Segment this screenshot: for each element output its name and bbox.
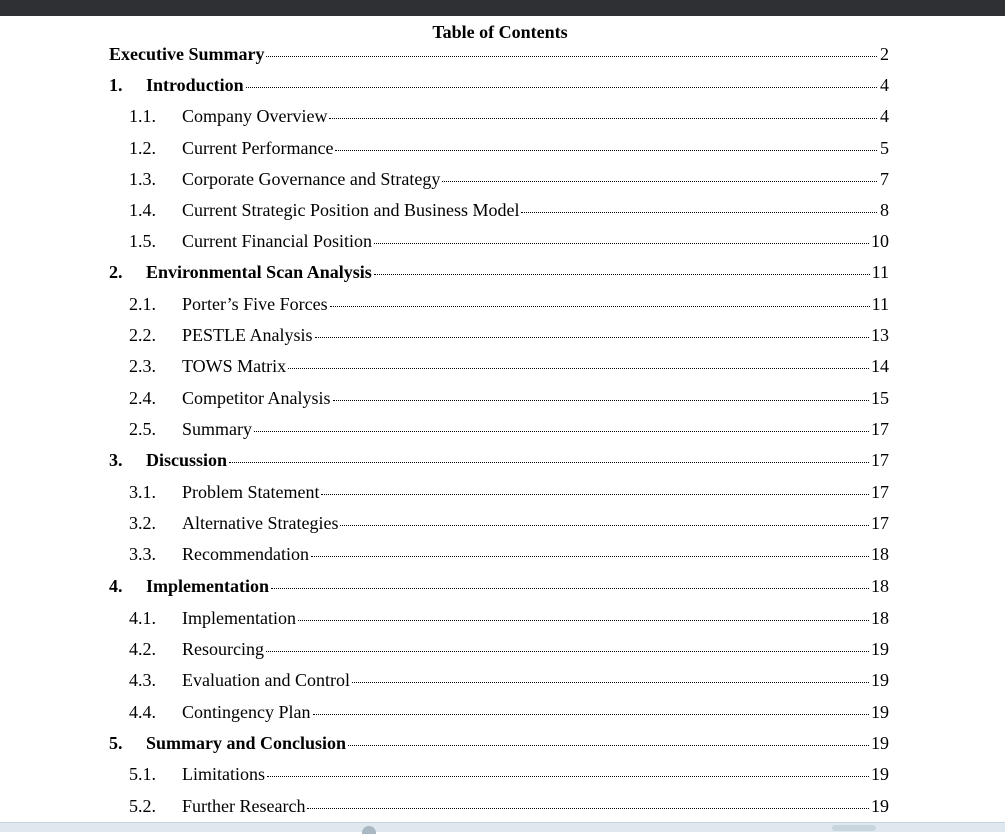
toc-entry-number: 4. bbox=[109, 576, 123, 596]
toolbar-control[interactable] bbox=[362, 826, 376, 834]
toc-leader bbox=[313, 713, 870, 715]
toc-leader bbox=[266, 55, 877, 57]
toc-entry-label: Corporate Governance and Strategy bbox=[182, 169, 441, 189]
toc-entry[interactable] bbox=[109, 43, 889, 65]
toc-leader bbox=[321, 493, 869, 495]
toc-entry-page: 17 bbox=[871, 450, 889, 470]
toc-entry-page: 17 bbox=[871, 482, 889, 502]
toc-entry-number: 1.3. bbox=[129, 169, 156, 189]
toc-entry-number: 1.1. bbox=[129, 106, 156, 126]
toc-entry-page: 4 bbox=[880, 75, 889, 95]
toc-entry[interactable] bbox=[129, 763, 889, 785]
toc-leader bbox=[254, 430, 869, 432]
toc-entry[interactable] bbox=[109, 575, 889, 597]
toc-entry-number: 2.2. bbox=[129, 325, 156, 345]
toc-entry-number: 4.3. bbox=[129, 670, 156, 690]
toc-entry-page: 11 bbox=[871, 294, 889, 314]
toc-entry-page: 19 bbox=[871, 670, 889, 690]
toc-entry[interactable] bbox=[129, 168, 889, 190]
toc-leader bbox=[333, 399, 870, 401]
toc-entry-number: 1.5. bbox=[129, 231, 156, 251]
toc-entry-page: 19 bbox=[871, 733, 889, 753]
toc-leader bbox=[442, 180, 877, 182]
toc-entry[interactable] bbox=[129, 293, 889, 315]
toc-entry-label: PESTLE Analysis bbox=[182, 325, 313, 345]
toc-entry-number: 3.3. bbox=[129, 544, 156, 564]
toc-entry-label: Company Overview bbox=[182, 106, 328, 126]
toolbar-control[interactable] bbox=[832, 825, 876, 831]
toc-entry-label: Limitations bbox=[182, 764, 265, 784]
toc-entry[interactable] bbox=[129, 543, 889, 565]
toc-entry-label: Discussion bbox=[146, 450, 228, 470]
toc-entry-number: 2. bbox=[109, 262, 123, 282]
toc-entry-number: 4.4. bbox=[129, 702, 156, 722]
toc-entry-number: 2.4. bbox=[129, 388, 156, 408]
toc-entry-page: 10 bbox=[871, 231, 889, 251]
toc-entry-label: Implementation bbox=[182, 608, 296, 628]
toc-entry[interactable] bbox=[129, 105, 889, 127]
toc-entry[interactable] bbox=[129, 481, 889, 503]
toc-leader bbox=[307, 807, 869, 809]
toc-leader bbox=[266, 650, 869, 652]
toc-entry-number: 2.3. bbox=[129, 356, 156, 376]
toc-leader bbox=[335, 149, 877, 151]
toc-entry-number: 5.2. bbox=[129, 796, 156, 816]
toc-entry[interactable] bbox=[129, 638, 889, 660]
toc-entry-number: 3.2. bbox=[129, 513, 156, 533]
toc-leader bbox=[348, 744, 869, 746]
toc-leader bbox=[271, 587, 869, 589]
toc-entry-number: 3.1. bbox=[129, 482, 156, 502]
toc-entry-label: Current Performance bbox=[182, 138, 334, 158]
toc-leader bbox=[229, 461, 869, 463]
toc-entry-label: Further Research bbox=[182, 796, 306, 816]
toc-entry[interactable] bbox=[129, 607, 889, 629]
toc-entry[interactable] bbox=[109, 732, 889, 754]
toc-entry[interactable] bbox=[129, 387, 889, 409]
toc-entry-label: Resourcing bbox=[182, 639, 264, 659]
toc-entry-number: 4.2. bbox=[129, 639, 156, 659]
toc-entry-page: 17 bbox=[871, 419, 889, 439]
toc-entry[interactable] bbox=[129, 512, 889, 534]
toc-entry-label: Current Financial Position bbox=[182, 231, 372, 251]
toc-entry-page: 18 bbox=[871, 576, 889, 596]
toc-entry-number: 2.5. bbox=[129, 419, 156, 439]
toc-entry-page: 19 bbox=[871, 796, 889, 816]
toc-entry-number: 5.1. bbox=[129, 764, 156, 784]
toc-entry[interactable] bbox=[129, 199, 889, 221]
toc-entry-page: 17 bbox=[871, 513, 889, 533]
toc-entry-number: 5. bbox=[109, 733, 123, 753]
toc-leader bbox=[374, 273, 870, 275]
toc-entry[interactable] bbox=[109, 261, 889, 283]
toc-leader bbox=[374, 242, 869, 244]
toc-entry-label: Competitor Analysis bbox=[182, 388, 331, 408]
toc-entry-page: 15 bbox=[871, 388, 889, 408]
toc-entry-number: 1.2. bbox=[129, 138, 156, 158]
toc-entry-label: Alternative Strategies bbox=[182, 513, 339, 533]
toc-entry[interactable] bbox=[129, 137, 889, 159]
toc-entry-number: 4.1. bbox=[129, 608, 156, 628]
toc-entry-label: Evaluation and Control bbox=[182, 670, 350, 690]
toc-entry-label: Executive Summary bbox=[109, 44, 265, 64]
toc-entry-page: 18 bbox=[871, 544, 889, 564]
toc-entry-label: Current Strategic Position and Business Model bbox=[182, 200, 520, 220]
toc-entry[interactable] bbox=[109, 74, 889, 96]
toc-entry-page: 19 bbox=[871, 639, 889, 659]
toc-entry-label: Contingency Plan bbox=[182, 702, 311, 722]
toc-entry-label: TOWS Matrix bbox=[182, 356, 287, 376]
toc-entry-label: Porter’s Five Forces bbox=[182, 294, 328, 314]
toc-entry-page: 2 bbox=[880, 44, 889, 64]
toc-entry-label: Summary bbox=[182, 419, 252, 439]
toc-entry-page: 5 bbox=[880, 138, 889, 158]
toc-entry-number: 1.4. bbox=[129, 200, 156, 220]
toc-leader bbox=[329, 117, 877, 119]
toc-entry[interactable] bbox=[129, 795, 889, 817]
toc-leader bbox=[315, 336, 869, 338]
toc-entry-page: 19 bbox=[871, 702, 889, 722]
toc-entry[interactable] bbox=[129, 230, 889, 252]
toc-entry[interactable] bbox=[129, 418, 889, 440]
toc-entry-label: Environmental Scan Analysis bbox=[146, 262, 372, 282]
toc-entry-number: 3. bbox=[109, 450, 123, 470]
toc-leader bbox=[246, 86, 877, 88]
toc-entry-label: Recommendation bbox=[182, 544, 309, 564]
toc-entry-label: Implementation bbox=[146, 576, 269, 596]
toc-entry[interactable] bbox=[109, 449, 889, 471]
toc-leader bbox=[298, 619, 869, 621]
toc-entry-number: 1. bbox=[109, 75, 123, 95]
toc-entry-number: 2.1. bbox=[129, 294, 156, 314]
document-page bbox=[0, 16, 1005, 822]
toc-title: Table of Contents bbox=[432, 22, 568, 42]
toc-leader bbox=[311, 555, 869, 557]
toc-entry[interactable] bbox=[129, 355, 889, 377]
toc-entry[interactable] bbox=[129, 701, 889, 723]
viewer-top-bar bbox=[0, 0, 1005, 16]
toc-entry-page: 8 bbox=[880, 200, 889, 220]
toc-entry-page: 7 bbox=[880, 169, 889, 189]
toc-leader bbox=[330, 305, 870, 307]
toc-entry-page: 19 bbox=[871, 764, 889, 784]
toc-entry-label: Problem Statement bbox=[182, 482, 320, 502]
toc-leader bbox=[267, 775, 869, 777]
toc-entry[interactable] bbox=[129, 324, 889, 346]
toc-entry-page: 13 bbox=[871, 325, 889, 345]
toc-entry-page: 14 bbox=[871, 356, 889, 376]
toc-leader bbox=[340, 524, 869, 526]
toc-entry-label: Introduction bbox=[146, 75, 244, 95]
toc-leader bbox=[521, 211, 877, 213]
toc-entry-page: 4 bbox=[880, 106, 889, 126]
toc-entry-page: 11 bbox=[871, 262, 889, 282]
toc-leader bbox=[352, 681, 869, 683]
toc-leader bbox=[288, 367, 869, 369]
toc-entry-label: Summary and Conclusion bbox=[146, 733, 347, 753]
toc-entry[interactable] bbox=[129, 669, 889, 691]
toc-entry-page: 18 bbox=[871, 608, 889, 628]
